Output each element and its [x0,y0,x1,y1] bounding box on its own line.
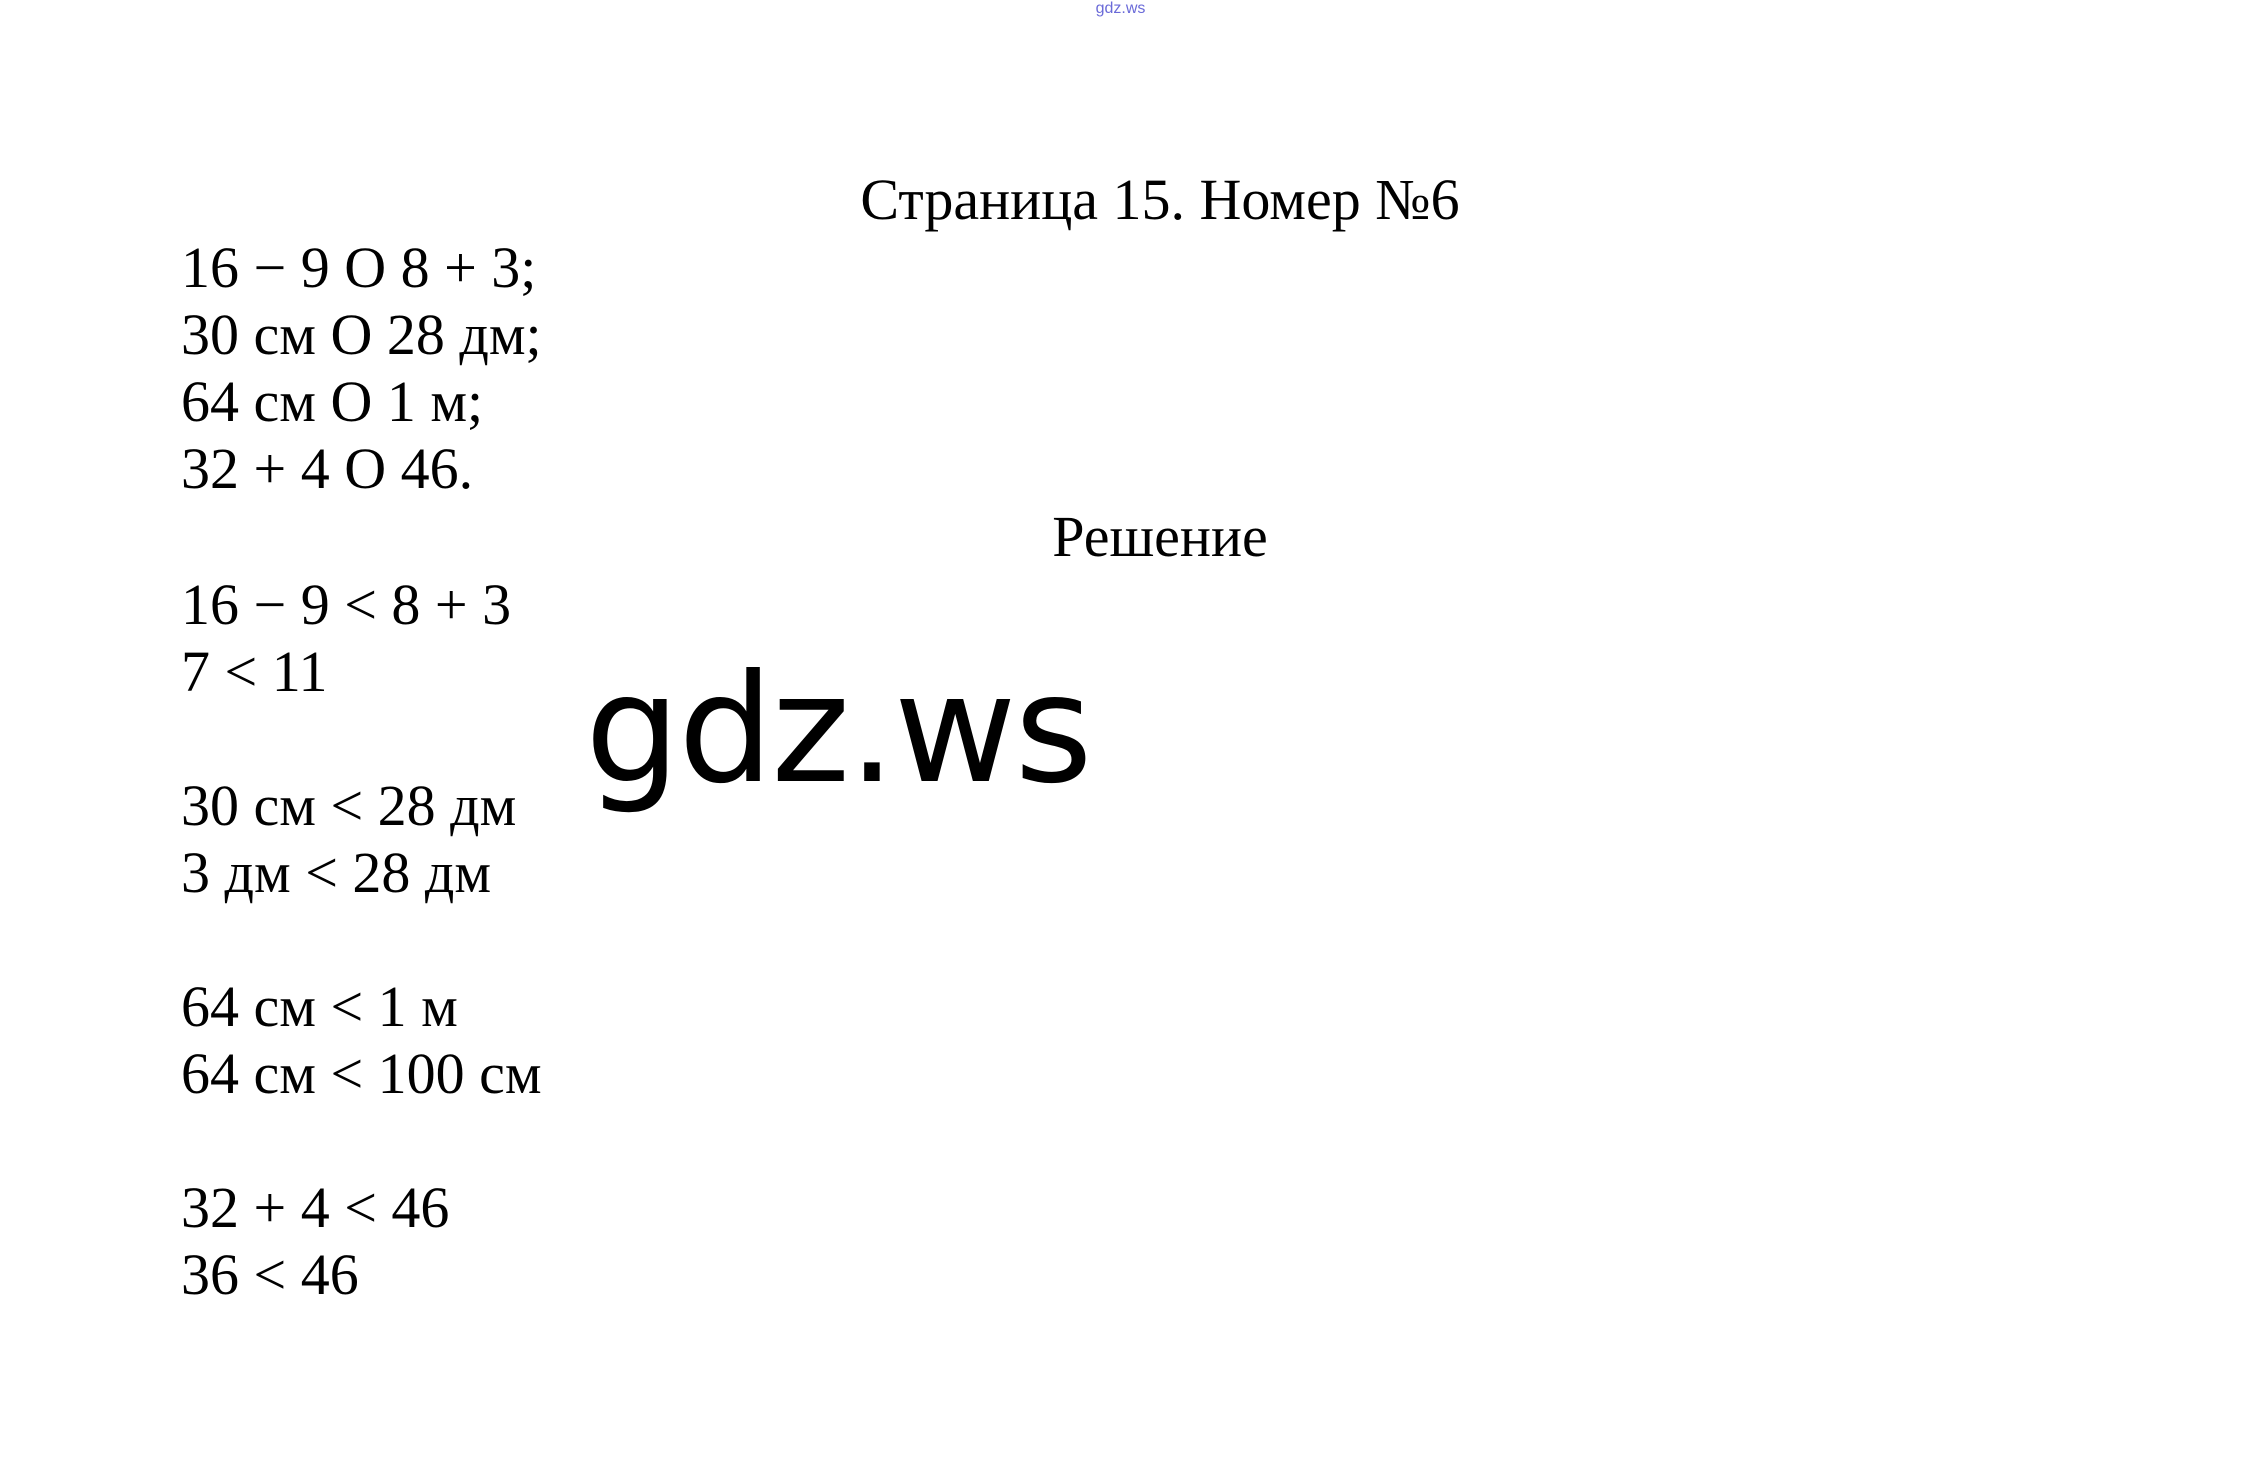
solution-line-6: 64 см < 100 см [181,1041,542,1106]
solution-heading: Решение [1052,504,1268,569]
page-title: Страница 15. Номер №6 [860,167,1460,232]
solution-line-2: 7 < 11 [181,639,328,704]
top-watermark: gdz.ws [1095,0,1146,17]
solution-line-3: 30 см < 28 дм [181,773,517,838]
task-line-4: 32 + 4 O 46. [181,436,474,501]
task-line-3: 64 см O 1 м; [181,369,484,434]
solution-line-4: 3 дм < 28 дм [181,840,492,905]
solution-line-5: 64 см < 1 м [181,974,458,1039]
solution-line-7: 32 + 4 < 46 [181,1175,450,1240]
task-line-1: 16 − 9 O 8 + 3; [181,235,537,300]
solution-line-8: 36 < 46 [181,1242,359,1307]
solution-line-1: 16 − 9 < 8 + 3 [181,572,512,637]
task-line-2: 30 см O 28 дм; [181,302,542,367]
watermark-logo: gdz.ws [585,643,1091,817]
